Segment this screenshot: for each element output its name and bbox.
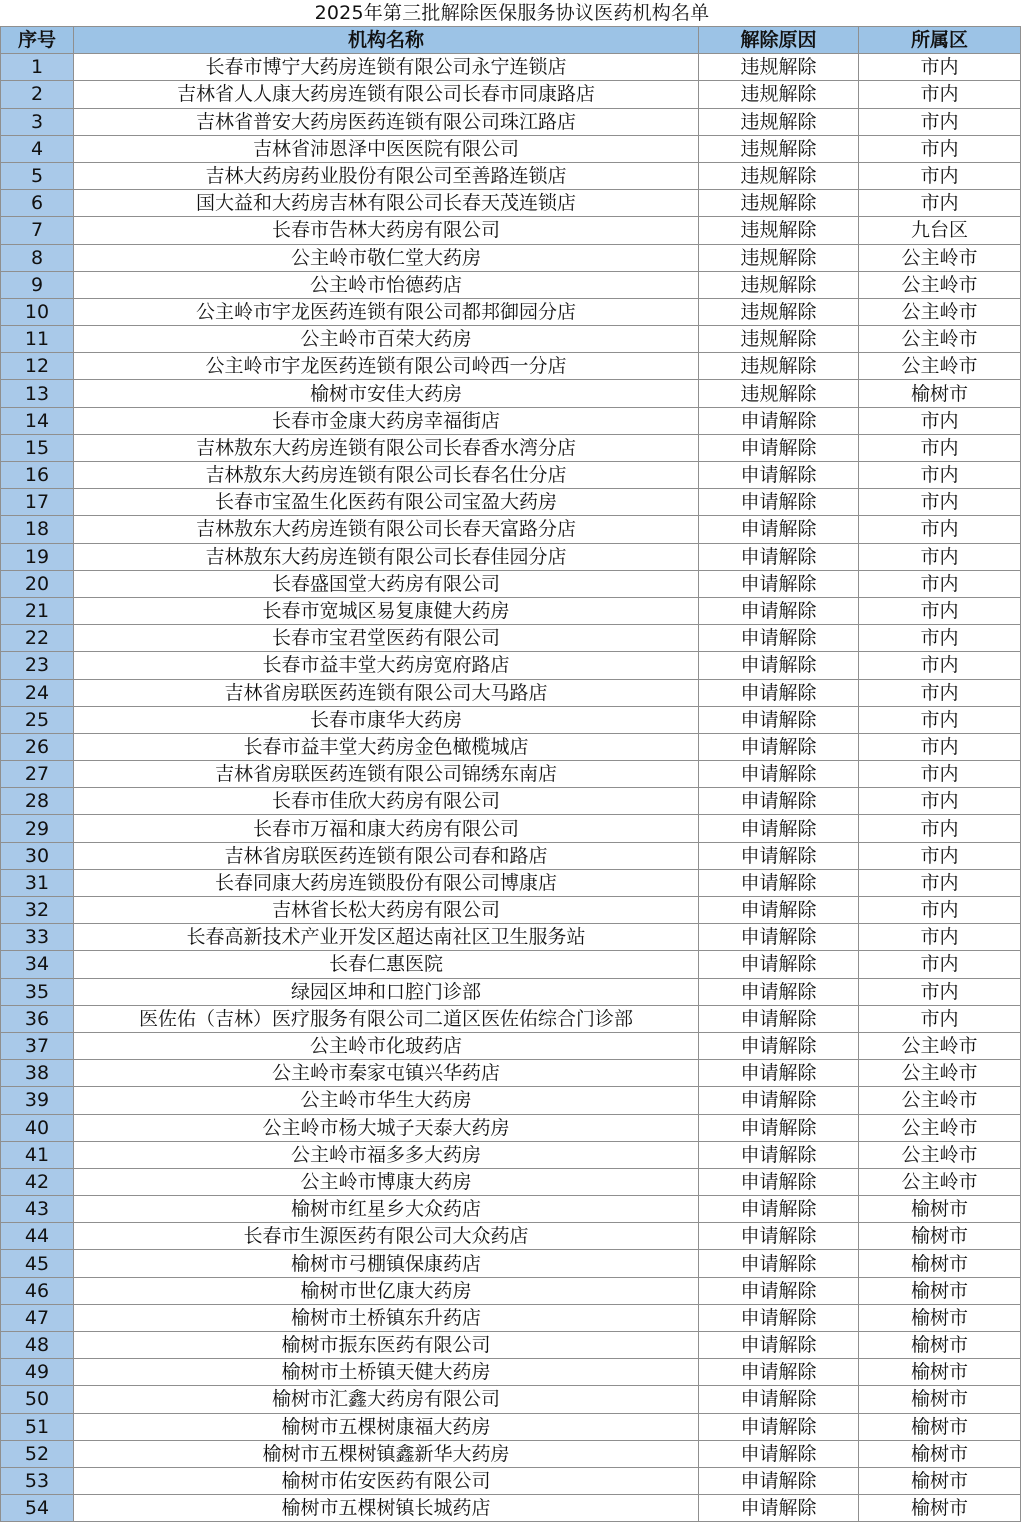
district-cell: 榆树市	[859, 1196, 1021, 1223]
termination-reason-cell: 申请解除	[699, 1250, 859, 1277]
header-serial-number: 序号	[1, 27, 74, 54]
table-row	[1, 1304, 1021, 1331]
table-row	[1, 924, 1021, 951]
serial-number-cell: 2	[1, 81, 74, 108]
serial-number-cell: 51	[1, 1413, 74, 1440]
institution-name-cell: 吉林省普安大药房医药连锁有限公司珠江路店	[74, 108, 699, 135]
table-row	[1, 489, 1021, 516]
serial-number-cell: 27	[1, 761, 74, 788]
district-cell: 公主岭市	[859, 1141, 1021, 1168]
termination-reason-cell: 违规解除	[699, 353, 859, 380]
serial-number-cell: 30	[1, 842, 74, 869]
table-row	[1, 244, 1021, 271]
table-row	[1, 869, 1021, 896]
termination-reason-cell: 申请解除	[699, 1223, 859, 1250]
district-cell: 公主岭市	[859, 1087, 1021, 1114]
district-cell: 市内	[859, 652, 1021, 679]
termination-reason-cell: 申请解除	[699, 1168, 859, 1195]
table-row	[1, 679, 1021, 706]
table-row	[1, 978, 1021, 1005]
district-cell: 公主岭市	[859, 298, 1021, 325]
termination-reason-cell: 申请解除	[699, 1141, 859, 1168]
serial-number-cell: 29	[1, 815, 74, 842]
district-cell: 公主岭市	[859, 271, 1021, 298]
termination-reason-cell: 申请解除	[699, 897, 859, 924]
serial-number-cell: 4	[1, 135, 74, 162]
serial-number-cell: 24	[1, 679, 74, 706]
institution-name-cell: 吉林敖东大药房连锁有限公司长春名仕分店	[74, 462, 699, 489]
district-cell: 市内	[859, 924, 1021, 951]
table-body	[1, 54, 1021, 1522]
institution-name-cell: 长春高新技术产业开发区超达南社区卫生服务站	[74, 924, 699, 951]
table-row	[1, 1141, 1021, 1168]
termination-reason-cell: 申请解除	[699, 1032, 859, 1059]
termination-reason-cell: 申请解除	[699, 1413, 859, 1440]
serial-number-cell: 45	[1, 1250, 74, 1277]
district-cell: 公主岭市	[859, 1060, 1021, 1087]
table-row	[1, 1196, 1021, 1223]
institution-name-cell: 长春市金康大药房幸福街店	[74, 407, 699, 434]
serial-number-cell: 38	[1, 1060, 74, 1087]
table-row	[1, 1277, 1021, 1304]
institution-name-cell: 榆树市红星乡大众药店	[74, 1196, 699, 1223]
district-cell: 公主岭市	[859, 1114, 1021, 1141]
table-row	[1, 706, 1021, 733]
termination-reason-cell: 申请解除	[699, 1495, 859, 1522]
table-row	[1, 380, 1021, 407]
serial-number-cell: 42	[1, 1168, 74, 1195]
serial-number-cell: 17	[1, 489, 74, 516]
institution-name-cell: 长春市宝君堂医药有限公司	[74, 625, 699, 652]
district-cell: 市内	[859, 625, 1021, 652]
termination-reason-cell: 申请解除	[699, 1359, 859, 1386]
district-cell: 市内	[859, 81, 1021, 108]
serial-number-cell: 43	[1, 1196, 74, 1223]
termination-reason-cell: 申请解除	[699, 1114, 859, 1141]
serial-number-cell: 15	[1, 434, 74, 461]
institution-name-cell: 榆树市安佳大药房	[74, 380, 699, 407]
table-row	[1, 1386, 1021, 1413]
termination-reason-cell: 申请解除	[699, 1087, 859, 1114]
table-row	[1, 516, 1021, 543]
institution-name-cell: 绿园区坤和口腔门诊部	[74, 978, 699, 1005]
serial-number-cell: 20	[1, 570, 74, 597]
serial-number-cell: 40	[1, 1114, 74, 1141]
institution-name-cell: 长春市万福和康大药房有限公司	[74, 815, 699, 842]
serial-number-cell: 34	[1, 951, 74, 978]
termination-reason-cell: 申请解除	[699, 869, 859, 896]
serial-number-cell: 53	[1, 1467, 74, 1494]
termination-reason-cell: 违规解除	[699, 298, 859, 325]
table-row	[1, 761, 1021, 788]
district-cell: 市内	[859, 570, 1021, 597]
institution-name-cell: 公主岭市华生大药房	[74, 1087, 699, 1114]
serial-number-cell: 31	[1, 869, 74, 896]
serial-number-cell: 13	[1, 380, 74, 407]
institution-name-cell: 公主岭市怡德药店	[74, 271, 699, 298]
table-row	[1, 815, 1021, 842]
termination-reason-cell: 违规解除	[699, 380, 859, 407]
institution-name-cell: 长春市益丰堂大药房金色橄榄城店	[74, 733, 699, 760]
institution-name-cell: 吉林敖东大药房连锁有限公司长春佳园分店	[74, 543, 699, 570]
table-row	[1, 434, 1021, 461]
termination-reason-cell: 申请解除	[699, 1440, 859, 1467]
district-cell: 市内	[859, 842, 1021, 869]
serial-number-cell: 49	[1, 1359, 74, 1386]
termination-reason-cell: 申请解除	[699, 815, 859, 842]
serial-number-cell: 9	[1, 271, 74, 298]
institution-name-cell: 长春市博宁大药房连锁有限公司永宁连锁店	[74, 54, 699, 81]
termination-reason-cell: 申请解除	[699, 951, 859, 978]
institution-name-cell: 长春市益丰堂大药房宽府路店	[74, 652, 699, 679]
institution-name-cell: 榆树市五棵树镇鑫新华大药房	[74, 1440, 699, 1467]
termination-reason-cell: 违规解除	[699, 217, 859, 244]
document-title: 2025年第三批解除医保服务协议医药机构名单	[314, 2, 710, 24]
termination-reason-cell: 申请解除	[699, 1060, 859, 1087]
table-row	[1, 570, 1021, 597]
serial-number-cell: 23	[1, 652, 74, 679]
district-cell: 九台区	[859, 217, 1021, 244]
table-row	[1, 842, 1021, 869]
district-cell: 榆树市	[859, 1413, 1021, 1440]
termination-reason-cell: 申请解除	[699, 516, 859, 543]
district-cell: 市内	[859, 788, 1021, 815]
district-cell: 市内	[859, 761, 1021, 788]
serial-number-cell: 54	[1, 1495, 74, 1522]
district-cell: 榆树市	[859, 1495, 1021, 1522]
table-row	[1, 462, 1021, 489]
district-cell: 榆树市	[859, 1359, 1021, 1386]
district-cell: 榆树市	[859, 1304, 1021, 1331]
district-cell: 市内	[859, 135, 1021, 162]
table-row	[1, 1250, 1021, 1277]
table-row	[1, 1440, 1021, 1467]
table-row	[1, 81, 1021, 108]
institution-name-cell: 医佐佑（吉林）医疗服务有限公司二道区医佐佑综合门诊部	[74, 1005, 699, 1032]
termination-reason-cell: 申请解除	[699, 924, 859, 951]
header-termination-reason: 解除原因	[699, 27, 859, 54]
serial-number-cell: 7	[1, 217, 74, 244]
serial-number-cell: 3	[1, 108, 74, 135]
district-cell: 榆树市	[859, 1440, 1021, 1467]
district-cell: 榆树市	[859, 380, 1021, 407]
termination-reason-cell: 申请解除	[699, 434, 859, 461]
termination-reason-cell: 申请解除	[699, 1196, 859, 1223]
institution-name-cell: 公主岭市百荣大药房	[74, 326, 699, 353]
serial-number-cell: 5	[1, 162, 74, 189]
institution-name-cell: 长春同康大药房连锁股份有限公司博康店	[74, 869, 699, 896]
serial-number-cell: 41	[1, 1141, 74, 1168]
institution-name-cell: 吉林大药房药业股份有限公司至善路连锁店	[74, 162, 699, 189]
serial-number-cell: 26	[1, 733, 74, 760]
district-cell: 市内	[859, 1005, 1021, 1032]
serial-number-cell: 44	[1, 1223, 74, 1250]
district-cell: 市内	[859, 597, 1021, 624]
termination-reason-cell: 申请解除	[699, 570, 859, 597]
institution-name-cell: 长春市宝盈生化医药有限公司宝盈大药房	[74, 489, 699, 516]
termination-reason-cell: 申请解除	[699, 733, 859, 760]
table-row	[1, 1359, 1021, 1386]
institution-name-cell: 榆树市佑安医药有限公司	[74, 1467, 699, 1494]
table-row	[1, 897, 1021, 924]
institution-name-cell: 吉林省房联医药连锁有限公司春和路店	[74, 842, 699, 869]
serial-number-cell: 47	[1, 1304, 74, 1331]
institution-name-cell: 吉林省房联医药连锁有限公司大马路店	[74, 679, 699, 706]
serial-number-cell: 33	[1, 924, 74, 951]
district-cell: 公主岭市	[859, 353, 1021, 380]
institution-name-cell: 公主岭市敬仁堂大药房	[74, 244, 699, 271]
district-cell: 榆树市	[859, 1223, 1021, 1250]
district-cell: 公主岭市	[859, 326, 1021, 353]
district-cell: 市内	[859, 489, 1021, 516]
serial-number-cell: 52	[1, 1440, 74, 1467]
header-district: 所属区	[859, 27, 1021, 54]
termination-reason-cell: 违规解除	[699, 81, 859, 108]
institution-name-cell: 吉林省人人康大药房连锁有限公司长春市同康路店	[74, 81, 699, 108]
termination-reason-cell: 申请解除	[699, 788, 859, 815]
termination-reason-cell: 申请解除	[699, 543, 859, 570]
institution-name-cell: 榆树市五棵树镇长城药店	[74, 1495, 699, 1522]
institution-name-cell: 吉林省房联医药连锁有限公司锦绣东南店	[74, 761, 699, 788]
table-row	[1, 1467, 1021, 1494]
header-institution-name: 机构名称	[74, 27, 699, 54]
serial-number-cell: 10	[1, 298, 74, 325]
table-row	[1, 543, 1021, 570]
termination-reason-cell: 申请解除	[699, 1304, 859, 1331]
institution-name-cell: 榆树市振东医药有限公司	[74, 1332, 699, 1359]
institution-name-cell: 公主岭市秦家屯镇兴华药店	[74, 1060, 699, 1087]
district-cell: 市内	[859, 815, 1021, 842]
institution-name-cell: 长春市康华大药房	[74, 706, 699, 733]
institution-name-cell: 吉林敖东大药房连锁有限公司长春香水湾分店	[74, 434, 699, 461]
district-cell: 公主岭市	[859, 1032, 1021, 1059]
institution-name-cell: 公主岭市宇龙医药连锁有限公司岭西一分店	[74, 353, 699, 380]
termination-reason-cell: 违规解除	[699, 271, 859, 298]
termination-reason-cell: 违规解除	[699, 108, 859, 135]
district-cell: 市内	[859, 108, 1021, 135]
institution-name-cell: 榆树市土桥镇天健大药房	[74, 1359, 699, 1386]
district-cell: 市内	[859, 190, 1021, 217]
termination-reason-cell: 违规解除	[699, 326, 859, 353]
district-cell: 市内	[859, 897, 1021, 924]
termination-reason-cell: 申请解除	[699, 407, 859, 434]
institution-name-cell: 吉林省长松大药房有限公司	[74, 897, 699, 924]
serial-number-cell: 25	[1, 706, 74, 733]
table-row	[1, 135, 1021, 162]
district-cell: 榆树市	[859, 1386, 1021, 1413]
termination-reason-cell: 申请解除	[699, 462, 859, 489]
district-cell: 榆树市	[859, 1332, 1021, 1359]
table-row	[1, 652, 1021, 679]
institution-name-cell: 公主岭市博康大药房	[74, 1168, 699, 1195]
table-row	[1, 298, 1021, 325]
table-row	[1, 1114, 1021, 1141]
table-row	[1, 1223, 1021, 1250]
district-cell: 市内	[859, 543, 1021, 570]
district-cell: 榆树市	[859, 1277, 1021, 1304]
institution-name-cell: 吉林省沛恩泽中医医院有限公司	[74, 135, 699, 162]
serial-number-cell: 11	[1, 326, 74, 353]
serial-number-cell: 48	[1, 1332, 74, 1359]
table-row	[1, 625, 1021, 652]
institution-name-cell: 长春市佳欣大药房有限公司	[74, 788, 699, 815]
table-row	[1, 353, 1021, 380]
institution-name-cell: 长春盛国堂大药房有限公司	[74, 570, 699, 597]
district-cell: 市内	[859, 462, 1021, 489]
table-row	[1, 108, 1021, 135]
institution-name-cell: 公主岭市杨大城子天泰大药房	[74, 1114, 699, 1141]
table-header-row	[1, 27, 1021, 54]
serial-number-cell: 12	[1, 353, 74, 380]
serial-number-cell: 37	[1, 1032, 74, 1059]
district-cell: 市内	[859, 869, 1021, 896]
serial-number-cell: 36	[1, 1005, 74, 1032]
termination-reason-cell: 申请解除	[699, 978, 859, 1005]
institution-name-cell: 榆树市世亿康大药房	[74, 1277, 699, 1304]
termination-reason-cell: 申请解除	[699, 1005, 859, 1032]
serial-number-cell: 50	[1, 1386, 74, 1413]
termination-reason-cell: 申请解除	[699, 1386, 859, 1413]
district-cell: 市内	[859, 54, 1021, 81]
termination-reason-cell: 违规解除	[699, 135, 859, 162]
termination-reason-cell: 申请解除	[699, 706, 859, 733]
institution-name-cell: 长春市宽城区易复康健大药房	[74, 597, 699, 624]
table-row	[1, 1495, 1021, 1522]
district-cell: 市内	[859, 434, 1021, 461]
serial-number-cell: 39	[1, 1087, 74, 1114]
serial-number-cell: 35	[1, 978, 74, 1005]
serial-number-cell: 16	[1, 462, 74, 489]
table-row	[1, 1332, 1021, 1359]
district-cell: 公主岭市	[859, 1168, 1021, 1195]
serial-number-cell: 14	[1, 407, 74, 434]
institution-name-cell: 吉林敖东大药房连锁有限公司长春天富路分店	[74, 516, 699, 543]
serial-number-cell: 6	[1, 190, 74, 217]
termination-reason-cell: 申请解除	[699, 625, 859, 652]
serial-number-cell: 22	[1, 625, 74, 652]
district-cell: 市内	[859, 706, 1021, 733]
table-row	[1, 1413, 1021, 1440]
termination-reason-cell: 违规解除	[699, 190, 859, 217]
table-row	[1, 951, 1021, 978]
table-row	[1, 1032, 1021, 1059]
table-row	[1, 326, 1021, 353]
serial-number-cell: 21	[1, 597, 74, 624]
termination-reason-cell: 违规解除	[699, 244, 859, 271]
table-row	[1, 1087, 1021, 1114]
table-row	[1, 162, 1021, 189]
serial-number-cell: 18	[1, 516, 74, 543]
institution-name-cell: 榆树市汇鑫大药房有限公司	[74, 1386, 699, 1413]
termination-reason-cell: 申请解除	[699, 842, 859, 869]
table-row	[1, 217, 1021, 244]
district-cell: 市内	[859, 733, 1021, 760]
termination-reason-cell: 申请解除	[699, 1332, 859, 1359]
table-row	[1, 1005, 1021, 1032]
institution-name-cell: 国大益和大药房吉林有限公司长春天茂连锁店	[74, 190, 699, 217]
table-row	[1, 733, 1021, 760]
district-cell: 榆树市	[859, 1250, 1021, 1277]
district-cell: 市内	[859, 407, 1021, 434]
institution-name-cell: 榆树市五棵树康福大药房	[74, 1413, 699, 1440]
termination-reason-cell: 违规解除	[699, 54, 859, 81]
institution-table	[0, 26, 1021, 1522]
termination-reason-cell: 申请解除	[699, 679, 859, 706]
institution-name-cell: 榆树市土桥镇东升药店	[74, 1304, 699, 1331]
institution-name-cell: 长春市生源医药有限公司大众药店	[74, 1223, 699, 1250]
table-row	[1, 407, 1021, 434]
district-cell: 市内	[859, 951, 1021, 978]
table-row	[1, 1168, 1021, 1195]
institution-name-cell: 长春仁惠医院	[74, 951, 699, 978]
termination-reason-cell: 申请解除	[699, 1467, 859, 1494]
table-row	[1, 271, 1021, 298]
district-cell: 市内	[859, 679, 1021, 706]
institution-name-cell: 公主岭市宇龙医药连锁有限公司都邦御园分店	[74, 298, 699, 325]
termination-reason-cell: 申请解除	[699, 652, 859, 679]
table-row	[1, 788, 1021, 815]
district-cell: 公主岭市	[859, 244, 1021, 271]
table-row	[1, 54, 1021, 81]
termination-reason-cell: 申请解除	[699, 489, 859, 516]
district-cell: 市内	[859, 516, 1021, 543]
table-row	[1, 190, 1021, 217]
district-cell: 榆树市	[859, 1467, 1021, 1494]
district-cell: 市内	[859, 978, 1021, 1005]
serial-number-cell: 8	[1, 244, 74, 271]
table-row	[1, 1060, 1021, 1087]
district-cell: 市内	[859, 162, 1021, 189]
termination-reason-cell: 违规解除	[699, 162, 859, 189]
serial-number-cell: 19	[1, 543, 74, 570]
termination-reason-cell: 申请解除	[699, 597, 859, 624]
serial-number-cell: 32	[1, 897, 74, 924]
serial-number-cell: 28	[1, 788, 74, 815]
termination-reason-cell: 申请解除	[699, 1277, 859, 1304]
institution-name-cell: 公主岭市化玻药店	[74, 1032, 699, 1059]
institution-name-cell: 长春市告林大药房有限公司	[74, 217, 699, 244]
serial-number-cell: 46	[1, 1277, 74, 1304]
institution-name-cell: 榆树市弓棚镇保康药店	[74, 1250, 699, 1277]
termination-reason-cell: 申请解除	[699, 761, 859, 788]
institution-name-cell: 公主岭市福多多大药房	[74, 1141, 699, 1168]
serial-number-cell: 1	[1, 54, 74, 81]
table-row	[1, 597, 1021, 624]
